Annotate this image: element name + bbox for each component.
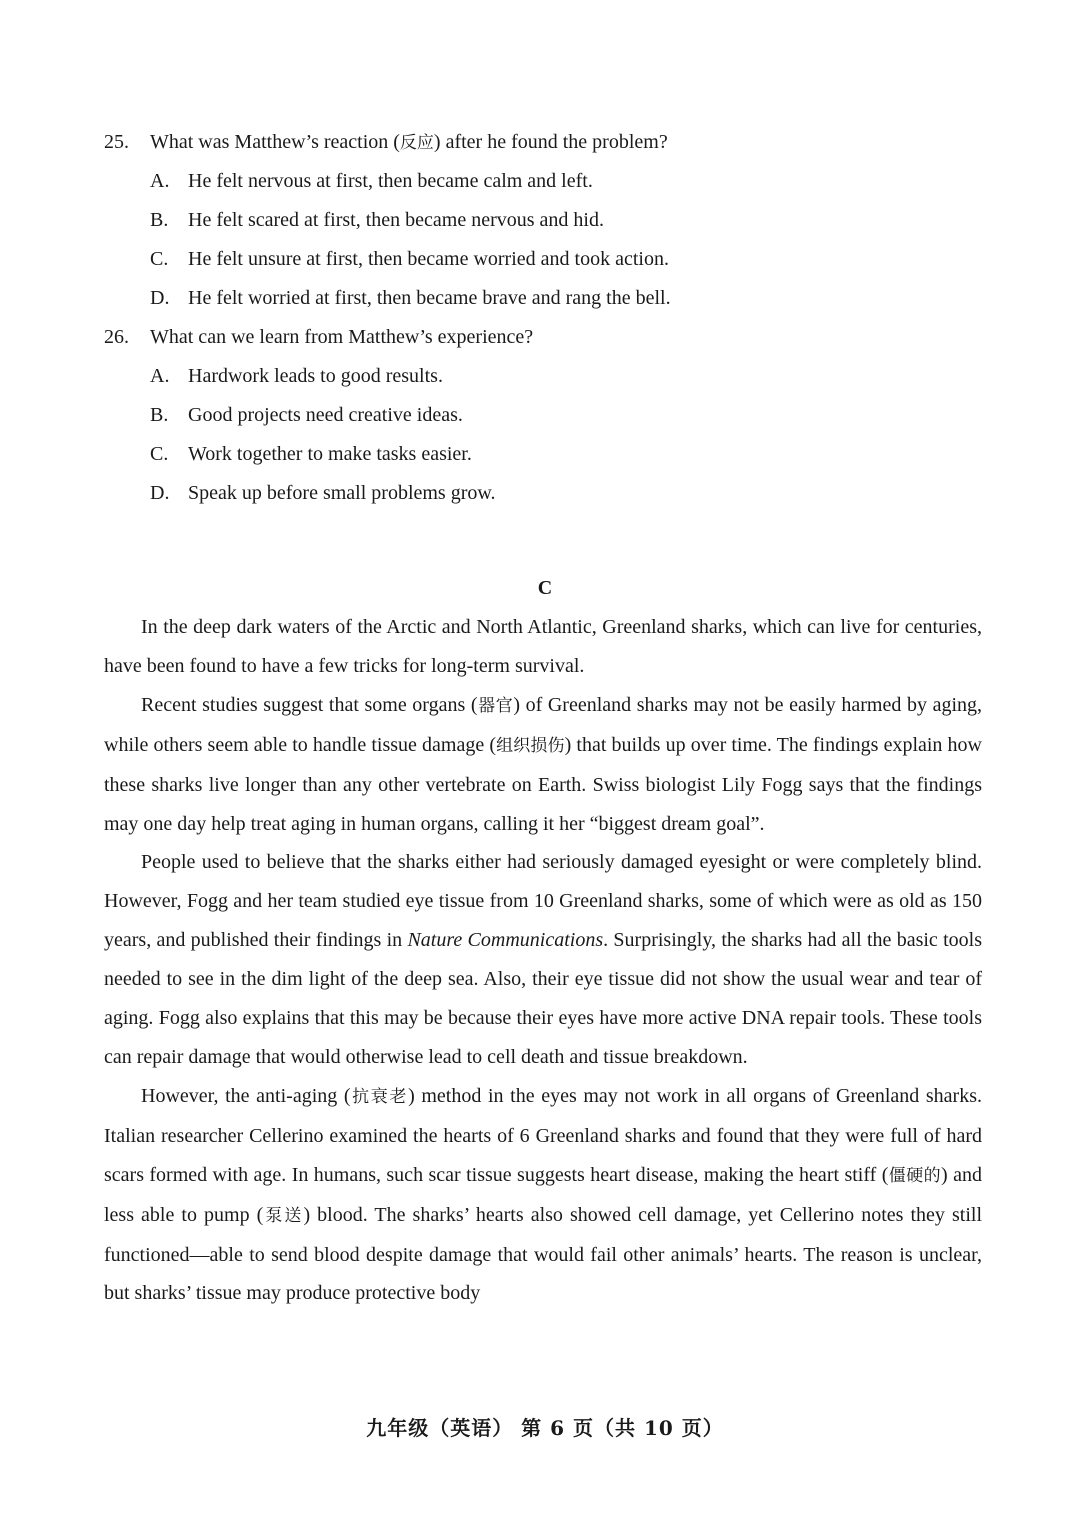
option-label: B. bbox=[150, 209, 169, 231]
option-25-c[interactable] bbox=[150, 247, 669, 271]
option-label: A. bbox=[150, 365, 170, 387]
chinese-gloss: 器官 bbox=[477, 695, 514, 716]
question-25 bbox=[104, 130, 668, 155]
question-text-end: ) after he found the problem? bbox=[433, 131, 668, 153]
question-number: 25. bbox=[104, 131, 129, 153]
option-26-c[interactable] bbox=[150, 442, 472, 466]
chinese-gloss: 反应 bbox=[399, 133, 434, 153]
chinese-gloss: 僵硬的 bbox=[888, 1165, 942, 1186]
paragraph-4: However, the anti-aging (抗衰老) method in the eyes may not work in all organs of Greenland sharks. Italian researcher Cellerino examined the hearts of 6 Greenland sharks and found that they were full of hard scars formed with age. In humans, such scar tissue suggests heart disease, making the heart stiff (僵硬的) and less able to pump (泵送) blood. The sharks’ hearts also showed cell damage, yet Cellerino notes they still functioned—able to send blood despite damage that would fail other animals’ hearts. The reason is unclear, but sharks’ tissue may produce protective body bbox=[104, 1084, 982, 1305]
question-text: What was Matthew’s reaction ( bbox=[150, 131, 400, 153]
paragraph-3: People used to believe that the sharks either had seriously damaged eyesight or were completely blind. However, Fogg and her team studied eye tissue from 10 Greenland sharks, some of which were as old as 150 years, and published their findings in Nature Communications. Surprisingly, the sharks had all the basic tools needed to see in the dim light of the deep sea. Also, their eye tissue did not show the usual wear and tear of aging. Fogg also explains that this may be because their eyes have more active DNA repair tools. These tools can repair damage that would otherwise lead to cell death and tissue breakdown. bbox=[104, 851, 982, 1068]
option-26-d[interactable] bbox=[150, 481, 496, 505]
reading-passage bbox=[104, 608, 982, 1313]
chinese-gloss: 组织损伤 bbox=[496, 735, 565, 756]
journal-name: Nature Communications bbox=[407, 929, 604, 952]
option-label: D. bbox=[150, 287, 170, 309]
option-26-a[interactable] bbox=[150, 364, 443, 388]
option-text: He felt nervous at first, then became calm and left. bbox=[188, 170, 593, 192]
option-26-b[interactable] bbox=[150, 403, 463, 427]
option-label: C. bbox=[150, 248, 169, 270]
option-text: He felt scared at first, then became nervous and hid. bbox=[188, 209, 604, 231]
option-text: Good projects need creative ideas. bbox=[188, 404, 463, 426]
section-title: C bbox=[537, 577, 553, 599]
option-label: D. bbox=[150, 482, 170, 504]
option-text: He felt unsure at first, then became worried and took action. bbox=[188, 248, 669, 270]
question-number: 26. bbox=[104, 326, 129, 348]
paragraph-2: Recent studies suggest that some organs (器官) of Greenland sharks may not be easily harmed by aging, while others seem able to handle tissue damage (组织损伤) that builds up over time. The findings explain how these sharks live longer than any other vertebrate on Earth. Swiss biologist Lily Fogg says that the findings may one day help treat aging in human organs, calling it her “biggest dream goal”. bbox=[104, 693, 983, 835]
option-25-b[interactable] bbox=[150, 208, 604, 232]
option-label: A. bbox=[150, 170, 170, 192]
chinese-gloss: 抗衰老 bbox=[350, 1086, 409, 1107]
page-footer: 九年级（英语） 第 6 页（共 10 页） bbox=[366, 1416, 724, 1440]
question-26 bbox=[104, 325, 533, 349]
option-text: He felt worried at first, then became brave and rang the bell. bbox=[188, 287, 671, 309]
question-text: What can we learn from Matthew’s experience? bbox=[150, 326, 534, 348]
option-label: B. bbox=[150, 404, 169, 426]
option-text: Work together to make tasks easier. bbox=[188, 443, 472, 465]
option-25-d[interactable] bbox=[150, 286, 671, 310]
option-label: C. bbox=[150, 443, 169, 465]
paragraph-1: In the deep dark waters of the Arctic and North Atlantic, Greenland sharks, which can live for centuries, have been found to have a few tricks for long-term survival. bbox=[104, 616, 982, 677]
chinese-gloss: 泵送 bbox=[263, 1205, 304, 1226]
option-text: Hardwork leads to good results. bbox=[188, 365, 443, 387]
option-text: Speak up before small problems grow. bbox=[188, 482, 496, 504]
option-25-a[interactable] bbox=[150, 169, 593, 193]
